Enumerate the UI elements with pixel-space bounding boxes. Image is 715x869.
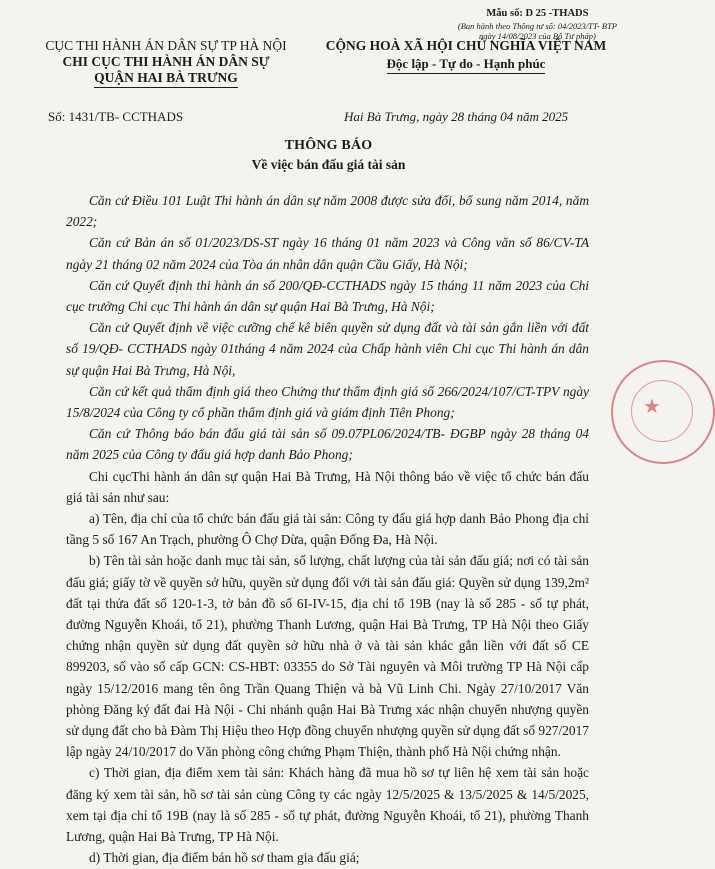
paragraph: a) Tên, địa chỉ của tổ chức bán đấu giá tài sản: Công ty đấu giá hợp danh Bảo Phong địa chỉ tầng 5 số 167 An Trạch, phường Ô Chợ Dừa, quận Đống Đa, Hà Nội.	[66, 511, 589, 548]
place-date: Hai Bà Trưng, ngày 28 tháng 04 năm 2025	[344, 109, 569, 124]
agency-line2: CHI CỤC THI HÀNH ÁN DÂN SỰ	[62, 53, 270, 69]
nation-name: CỘNG HOÀ XÃ HỘI CHỦ NGHĨA VIỆT NAM	[325, 38, 607, 53]
paragraph: c) Thời gian, địa điểm xem tài sản: Khách hàng đã mua hồ sơ tự liên hệ xem tài sản hoặc đăng ký xem tài sản, hồ sơ tài sản cùng Công ty các ngày 12/5/2025 & 13/5/2025 & 14/5/2025, xem tại địa chỉ tổ 19B (nay là số 285 - số tự phát, đường Nguyễn Khoái, tổ 21), phường Thanh Lương, quận Hai Bà Trưng, TP Hà Nội.	[66, 765, 589, 845]
paragraph: Căn cứ Điều 101 Luật Thi hành án dân sự năm 2008 được sửa đổi, bổ sung năm 2014, năm 2022;	[66, 193, 589, 230]
paragraph: Căn cứ Bản án số 01/2023/DS-ST ngày 16 tháng 01 năm 2023 và Công văn số 86/CV-TA ngày 21 tháng 02 năm 2024 của Tòa án nhân dân quận Cầu Giấy, Hà Nội;	[66, 235, 589, 272]
seal-inner-ring	[631, 380, 693, 442]
agency-line1: CỤC THI HÀNH ÁN DÂN SỰ TP HÀ NỘI	[45, 38, 287, 53]
paragraph: Căn cứ kết quả thẩm định giá theo Chứng thư thẩm định giá số 266/2024/107/CT-TPV ngày 15/8/2024 của Công ty cổ phần thẩm định giá và giám định Tiên Phong;	[66, 383, 589, 421]
seal-star-icon: ★	[643, 394, 661, 418]
paragraph: Căn cứ Quyết định thi hành án số 200/QĐ-CCTHADS ngày 15 tháng 11 năm 2023 của Chi cục trưởng Chi cục Thi hành án dân sự quận Hai Bà Trưng, Hà Nội;	[66, 277, 589, 315]
document-number: Số: 1431/TB- CCTHADS	[48, 109, 184, 124]
document-title: THÔNG BÁO	[284, 138, 373, 153]
paragraph: Căn cứ Quyết định về việc cưỡng chế kê biên quyền sử dụng đất và tài sản gắn liền với đất số 19/QĐ- CCTHADS ngày 01tháng 4 năm 2024 của Chấp hành viên Chi cục Thi hành án dân sự quận Hai Bà Trưng, Hà Nội,	[66, 320, 589, 378]
document-subtitle: Về việc bán đấu giá tài sản	[251, 157, 406, 172]
form-code-block	[458, 8, 617, 41]
paragraph: Chi cụcThi hành án dân sự quận Hai Bà Trưng, Hà Nội thông báo về việc tổ chức bán đấu giá tài sản như sau:	[66, 468, 589, 505]
form-note-line1: (Ban hành theo Thông tư số: 04/2023/TT- BTP	[457, 20, 617, 31]
form-note-line2: ngày 14/08/2023 của Bộ Tư pháp)	[479, 30, 596, 41]
nation-motto: Độc lập - Tự do - Hạnh phúc	[387, 56, 546, 74]
paragraph: b) Tên tài sản hoặc danh mục tài sản, số lượng, chất lượng của tài sản đấu giá; nơi có tài sản đấu giá; giấy tờ về quyền sở hữu, quyền sử dụng đối với tài sản đấu giá: Quyền sử dụng 139,2m² đất tại thửa đất số 120-1-3, tờ bản đồ số 6I-IV-15, địa chỉ tổ 19B (nay là số 285 - số tự phát, đường Nguyễn Khoái, tổ 21), phường Thanh Lương, quận Hai Bà Trưng, TP Hà Nội theo Giấy chứng nhận quyền sử dụng đất quyền sở hữu nhà ở và tài sản khác gắn liền với đất số CE 899203, số vào số cấp GCN: CS-HBT: 03355 do Sở Tài nguyên và Môi trường TP Hà Nội cấp ngày 15/12/2016 mang tên ông Trần Quang Thiện và bà Vũ Linh Chi. Ngày 27/10/2017 Văn phòng Đăng ký đất đai Hà Nội - Chi nhánh quận Hai Bà Trưng xác nhận chuyển nhượng quyền sử dụng đất cho bà Đàm Thị Hiệu theo Hợp đồng chuyển nhượng quyền sử dụng đất số 927/2017 lập ngày 24/10/2017 do Văn phòng công chứng Phạm Thiện, thành phố Hà Nội chứng nhận.	[66, 553, 589, 760]
paragraph: Căn cứ Thông báo bán đấu giá tài sản số 09.07PL06/2024/TB- ĐGBP ngày 28 tháng 04 năm 2025 của Công ty đấu giá hợp danh Bảo Phong;	[66, 426, 589, 463]
issuing-agency	[32, 38, 300, 88]
document-body	[66, 190, 589, 869]
national-header	[306, 38, 626, 74]
paragraph: d) Thời gian, địa điểm bán hồ sơ tham gia đấu giá;	[89, 850, 360, 866]
form-code: Mẫu số: D 25 -THADS	[486, 8, 589, 19]
agency-line3: QUẬN HAI BÀ TRƯNG	[94, 70, 238, 88]
red-seal-stamp	[611, 360, 715, 464]
